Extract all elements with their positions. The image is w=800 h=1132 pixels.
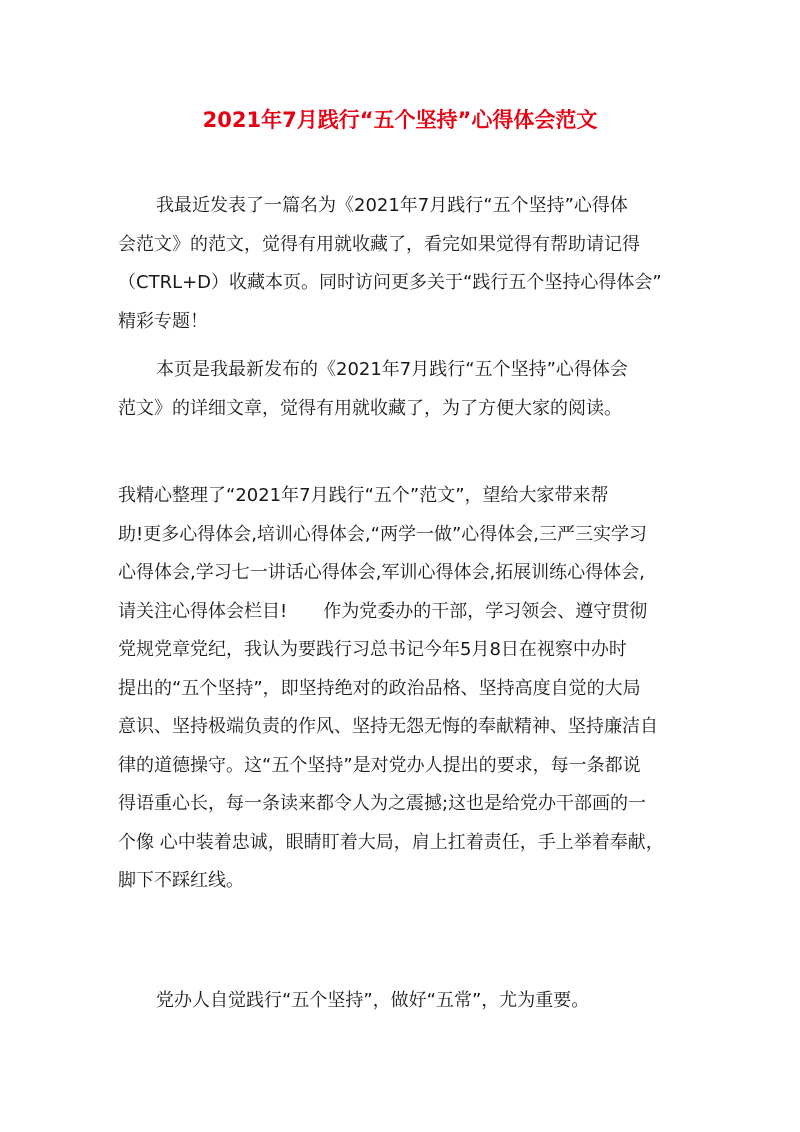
paragraph-line: 党办人自觉践行“五个坚持”，做好“五常”，尤为重要。	[156, 990, 590, 1011]
paragraph-line: 提出的“五个坚持”，即坚持绝对的政治品格、坚持高度自觉的大局	[118, 677, 641, 699]
paragraph-line: 意识、坚持极端负责的作风、坚持无怨无悔的奉献精神、坚持廉洁自	[118, 716, 658, 737]
paragraph-line: 会范文》的范文，觉得有用就收藏了，看完如果觉得有帮助请记得	[118, 233, 640, 255]
paragraph-line: 精彩专题！	[118, 310, 208, 332]
paragraph-line: 律的道德操守。这“五个坚持”是对党办人提出的要求，每一条都说	[118, 754, 641, 776]
paragraph-intro	[118, 187, 688, 341]
paragraph-line: 得语重心长，每一条读来都令人为之震撼;这也是给党办干部画的一	[118, 793, 647, 814]
paragraph-closing	[118, 982, 688, 1021]
document-title: 2021年7月践行“五个坚持”心得体会范文	[202, 108, 598, 132]
paragraph-line: 脚下不踩红线。	[118, 870, 244, 891]
paragraph-line: 心得体会,学习七一讲话心得体会,军训心得体会,拓展训练心得体会,	[118, 562, 645, 583]
paragraph-body	[118, 477, 688, 901]
paragraph-line: 党规党章党纪，我认为要践行习总书记今年5月8日在视察中办时	[118, 639, 627, 660]
paragraph-notice	[118, 351, 688, 428]
paragraph-line: 请关注心得体会栏目! 作为党委办的干部，学习领会、遵守贯彻	[118, 600, 648, 622]
paragraph-line: 个像 心中装着忠诚，眼睛盯着大局，肩上扛着责任，手上举着奉献，	[118, 831, 664, 853]
paragraph-line: 我最近发表了一篇名为《2021年7月践行“五个坚持”心得体	[156, 195, 628, 216]
paragraph-line: 本页是我最新发布的《2021年7月践行“五个坚持”心得体会	[156, 359, 628, 380]
paragraph-line: 范文》的详细文章，觉得有用就收藏了，为了方便大家的阅读。	[118, 397, 622, 419]
paragraph-line: 助!更多心得体会,培训心得体会,“两学一做”心得体会,三严三实学习	[118, 523, 648, 545]
paragraph-line: 我精心整理了“2021年7月践行“五个”范文”，望给大家带来帮	[118, 485, 609, 506]
paragraph-line: （CTRL+D）收藏本页。同时访问更多关于“践行五个坚持心得体会”	[118, 272, 662, 293]
